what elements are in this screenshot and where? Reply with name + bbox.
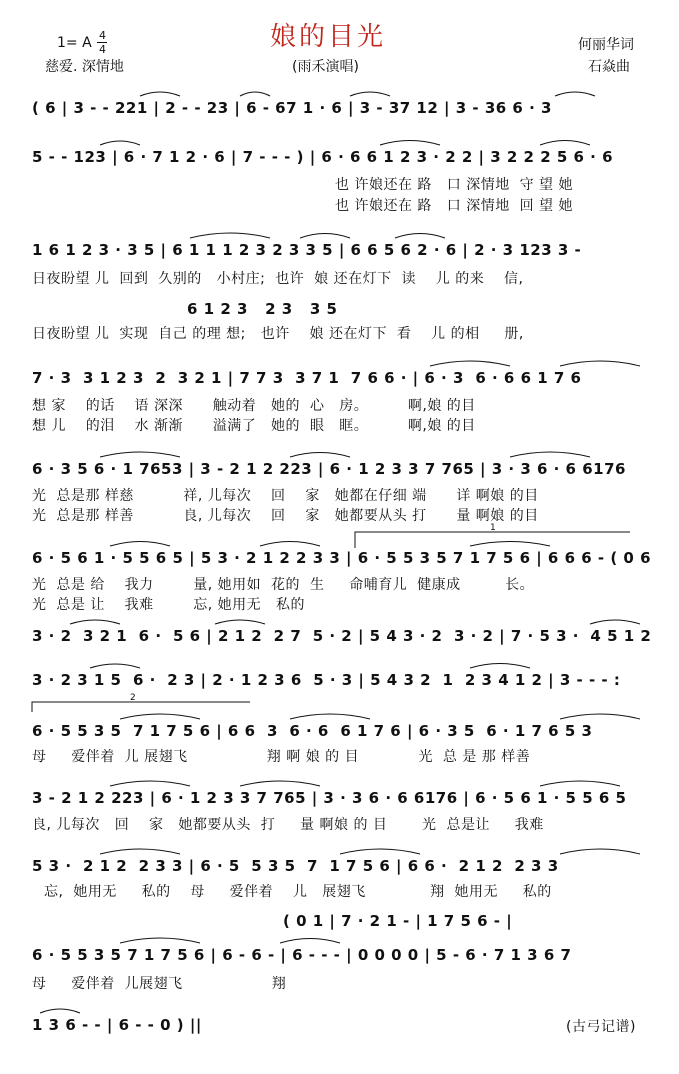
lyric-row-11: 忘, 她用无 私的 母 爱伴着 儿 展翅飞 翔 她用无 私的 xyxy=(44,884,552,900)
notation-row-3-alt: 6 1 2 3 2 3 3 5 xyxy=(187,300,338,318)
notation-row-7: 3 · 2 3 2 1 6 · 5 6 | 2 1 2 2 7 5 · 2 | 5 4 3 · 2 3 · 2 | 7 · 5 3 · 4 5 1 2 xyxy=(32,627,652,645)
lyric-row-2-verse-1: 也 许娘还在 路 口 深情地 守 望 她 xyxy=(335,177,574,193)
notation-row-10: 3 - 2 1 2 223 | 6 · 1 2 3 3 7 765 | 3 · 3 6 · 6 6176 | 6 · 5 6 1 · 5 5 6 5 xyxy=(32,789,627,807)
notation-row-1: ( 6 | 3 - - 221 | 2 - - 23 | 6 - 67 1 · 6 | 3 - 37 12 | 3 - 36 6 · 3 xyxy=(32,99,552,117)
composer: 石焱曲 xyxy=(588,59,630,75)
svg-text:1: 1 xyxy=(490,523,496,533)
expression-mark: 慈爱. 深情地 xyxy=(45,59,124,75)
notation-row-3: 1 6 1 2 3 · 3 5 | 6 1 1 1 2 3 2 3 3 5 | 6 6 5 6 2 · 6 | 2 · 3 123 3 - xyxy=(32,241,582,259)
lyric-row-2-verse-2: 也 许娘还在 路 口 深情地 回 望 她 xyxy=(335,198,574,214)
notation-row-13: 1 3 6 - - | 6 - - 0 ) || xyxy=(32,1016,202,1034)
lyric-row-10: 良, 儿每次 回 家 她都要从头 打 量 啊娘 的 目 光 总是让 我难 xyxy=(32,817,544,833)
lyric-row-12: 母 爱伴着 儿展翅飞 翔 xyxy=(32,976,287,992)
lyric-row-5-verse-1: 光 总是那 样慈 祥, 儿每次 回 家 她都在仔细 端 详 啊娘 的目 xyxy=(32,488,539,504)
notation-row-8: 3 · 2 3 1 5 6 · 2 3 | 2 · 1 2 3 6 5 · 3 | 5 4 3 2 1 2 3 4 1 2 | 3 - - - : xyxy=(32,671,621,689)
time-signature-top: 4 xyxy=(99,29,106,42)
notation-row-12-alt: ( 0 1 | 7 · 2 1 - | 1 7 5 6 - | xyxy=(283,912,513,930)
song-title: 娘的目光 xyxy=(270,22,387,52)
lyric-row-9: 母 爱伴着 儿 展翅飞 翔 啊 娘 的 目 光 总 是 那 样善 xyxy=(32,749,531,765)
lyric-row-4-verse-2: 想 儿 的泪 水 渐渐 溢满了 她的 眼 眶。 啊,娘 的目 xyxy=(32,418,476,434)
lyric-row-5-verse-2: 光 总是那 样善 良, 儿每次 回 家 她都要从头 打 量 啊娘 的目 xyxy=(32,508,539,524)
lyric-row-3-verse-2: 日夜盼望 儿 实现 自己 的理 想; 也许 娘 还在灯下 看 儿 的相 册, xyxy=(32,326,524,342)
lyric-row-6-verse-2: 光 总是 让 我难 忘, 她用无 私的 xyxy=(32,597,306,613)
notation-row-2: 5 - - 123 | 6 · 7 1 2 · 6 | 7 - - - ) | 6 · 6 6 1 2 3 · 2 2 | 3 2 2 2 5 6 · 6 xyxy=(32,148,614,166)
notation-row-4: 7 · 3 3 1 2 3 2 3 2 1 | 7 7 3 3 7 1 7 6 6 · | 6 · 3 6 · 6 6 1 7 6 xyxy=(32,369,582,387)
notation-row-12: 6 · 5 5 3 5 7 1 7 5 6 | 6 - 6 - | 6 - - - | 0 0 0 0 | 5 - 6 · 7 1 3 6 7 xyxy=(32,946,572,964)
transcriber-note: (古弓记谱) xyxy=(566,1019,636,1035)
time-signature-bottom: 4 xyxy=(99,43,106,56)
key-label: 1= A xyxy=(57,35,92,51)
singer: (雨禾演唱) xyxy=(292,59,359,75)
notation-row-6: 6 · 5 6 1 · 5 5 6 5 | 5 3 · 2 1 2 2 3 3 | 6 · 5 5 3 5 7 1 7 5 6 | 6 6 6 - ( 0 6 xyxy=(32,549,652,567)
lyricist: 何丽华词 xyxy=(578,37,634,53)
notation-row-5: 6 · 3 5 6 · 1 7653 | 3 - 2 1 2 223 | 6 · 1 2 3 3 7 765 | 3 · 3 6 · 6 6176 xyxy=(32,460,626,478)
lyric-row-3-verse-1: 日夜盼望 儿 回到 久别的 小村庄; 也许 娘 还在灯下 读 儿 的来 信, xyxy=(32,271,524,287)
notation-row-11: 5 3 · 2 1 2 2 3 3 | 6 · 5 5 3 5 7 1 7 5 6 | 6 6 · 2 1 2 2 3 3 xyxy=(32,857,559,875)
lyric-row-4-verse-1: 想 家 的话 语 深深 触动着 她的 心 房。 啊,娘 的目 xyxy=(32,398,476,414)
lyric-row-6-verse-1: 光 总是 给 我力 量, 她用如 花的 生 命哺育儿 健康成 长。 xyxy=(32,577,535,593)
svg-text:2: 2 xyxy=(130,693,136,703)
notation-row-9: 6 · 5 5 3 5 7 1 7 5 6 | 6 6 3 6 · 6 6 1 7 6 | 6 · 3 5 6 · 1 7 6 5 3 xyxy=(32,722,593,740)
